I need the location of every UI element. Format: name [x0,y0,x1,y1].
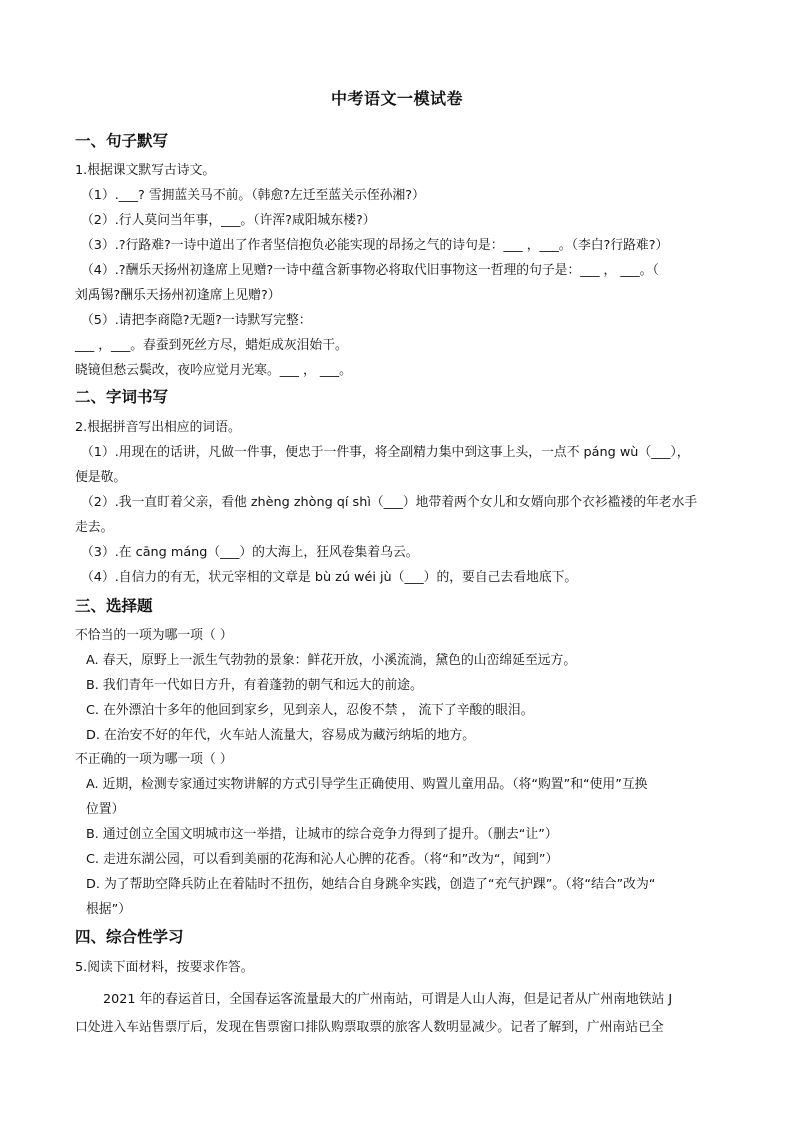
poem-line-2: 晓镜但愁云鬓改，夜吟应觉月光寒。___ ， ___。 [75,363,352,378]
question-4-option-c: C. 走进东湖公园，可以看到美丽的花海和沁人心脾的花香。（将“和”改为“，闻到”） [86,852,559,867]
poem-line-1: ___ ，___。春蚕到死丝方尽，蜡炬成灰泪始干。 [75,338,348,353]
question-1-item-2: （2）.行人莫问当年事，___。（许浑?咸阳城东楼?） [81,213,376,228]
question-2-item-4: （4）.自信力的有无，状元宰相的文章是 bù zú wéi jù（___）的，要自己去看地底下。 [81,570,578,585]
question-4-option-b: B. 通过创立全国文明城市这一举措，让城市的综合竞争力得到了提升。（删去“让”） [86,827,558,842]
question-3-option-c: C. 在外漂泊十多年的他回到家乡，见到亲人，忍俊不禁 ， 流下了辛酸的眼泪。 [86,703,534,718]
section-heading-1: 一、句子默写 [75,132,169,150]
question-3-option-a: A. 春天，原野上一派生气勃勃的景象：鲜花开放，小溪流淌，黛色的山峦绵延至远方。 [86,653,577,668]
question-4-option-a: A. 近期，检测专家通过实物讲解的方式引导学生正确使用、购置儿童用品。（将“购置”和“使用”互换 [86,777,648,792]
question-1-item-3: （3）.?行路难?一诗中道出了作者坚信抱负必能实现的昂扬之气的诗句是：___ ，___。（李白?行路难?） [81,238,669,253]
question-2-item-2-cont: 走去。 [75,520,114,535]
question-3-stem: 不恰当的一项为哪一项（ ） [75,628,233,643]
reading-paragraph-line-2: 口处进入车站售票厅后，发现在售票窗口排队购票取票的旅客人数明显减少。记者了解到，广州南站已全 [75,1020,664,1035]
question-1-item-4-cont: 刘禹锡?酬乐天扬州初逢席上见赠?） [75,288,281,303]
reading-paragraph-line-1: 2021 年的春运首日，全国春运客流量最大的广州南站，可谓是人山人海，但是记者从广州南地铁站 J [103,992,673,1007]
question-1-intro: 1.根据课文默写古诗文。 [75,163,216,178]
page-title: 中考语文一模试卷 [330,89,463,108]
question-4-stem: 不正确的一项为哪一项（ ） [75,752,233,767]
question-2-intro: 2.根据拼音写出相应的词语。 [75,420,241,435]
section-heading-4: 四、综合性学习 [75,928,184,946]
question-2-item-3: （3）.在 cāng máng（___）的大海上，狂风卷集着乌云。 [81,545,419,560]
question-4-option-d: D. 为了帮助空降兵防止在着陆时不扭伤，她结合自身跳伞实践，创造了“充气护踝”。（将“结合”改为“ [86,877,656,892]
question-4-option-a-cont: 位置） [86,802,125,817]
section-heading-2: 二、字词书写 [75,388,169,406]
question-4-option-d-cont: 根据”） [86,902,132,917]
question-1-item-1: （1）.___? 雪拥蓝关马不前。（韩愈?左迁至蓝关示侄孙湘?） [81,188,425,203]
question-1-item-5: （5）.请把李商隐?无题?一诗默写完整： [81,313,312,328]
question-2-item-1-cont: 便是敬。 [75,470,127,485]
question-3-option-d: D. 在治安不好的年代，火车站人流量大，容易成为藏污纳垢的地方。 [86,728,476,743]
question-1-item-4: （4）.?酬乐天扬州初逢席上见赠?一诗中蕴含新事物必将取代旧事物这一哲理的句子是：___ ， ___。（ [81,263,659,278]
question-2-item-2: （2）.我一直盯着父亲，看他 zhèng zhòng qí shì（___）地带着两个女儿和女婿向那个衣衫褴褛的年老水手 [81,495,698,510]
question-2-item-1: （1）.用现在的话讲，凡做一件事，便忠于一件事，将全副精力集中到这事上头，一点不 páng wù（___）， [81,445,690,460]
section-heading-3: 三、选择题 [75,597,153,615]
question-5-intro: 5.阅读下面材料，按要求作答。 [75,960,254,975]
question-3-option-b: B. 我们青年一代如日方升，有着蓬勃的朝气和远大的前途。 [86,678,423,693]
